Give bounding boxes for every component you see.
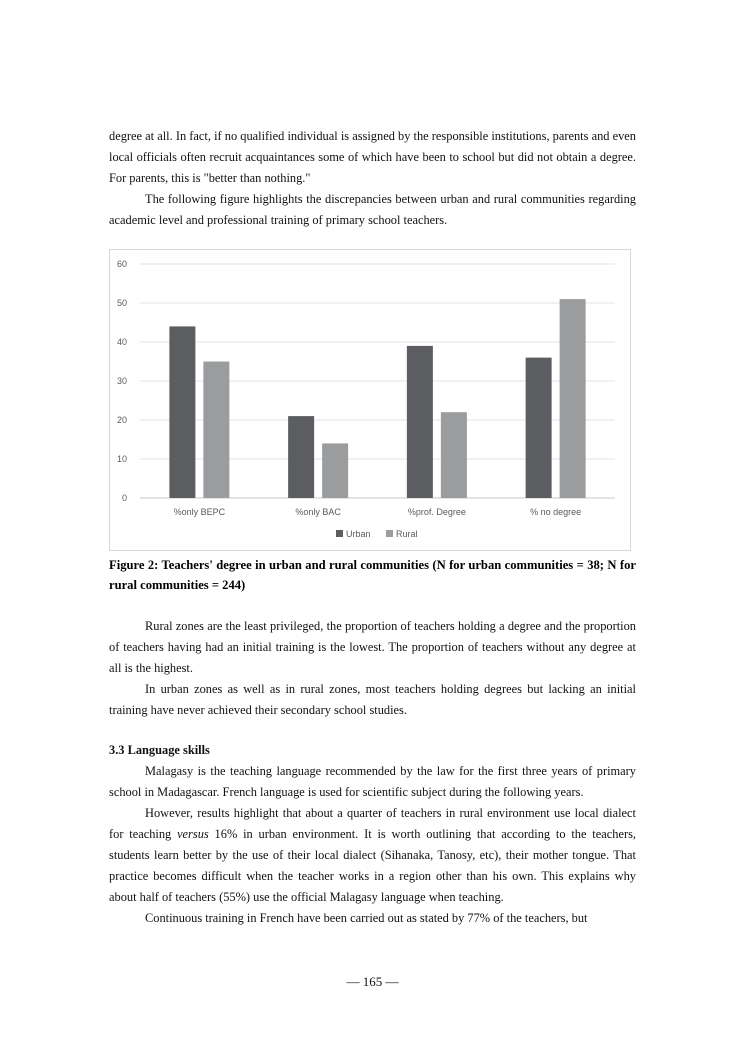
page-number: — 165 —	[346, 974, 399, 989]
x-tick-label: %only BEPC	[173, 507, 226, 517]
bar-urban	[526, 358, 552, 498]
legend-label: Urban	[346, 529, 371, 539]
y-tick-label: 10	[116, 454, 127, 464]
legend-label: Rural	[396, 529, 418, 539]
y-tick-label: 50	[116, 298, 127, 308]
y-tick-label: 30	[116, 376, 127, 386]
x-tick-label: %prof. Degree	[407, 507, 466, 517]
section-heading: 3.3 Language skills	[109, 743, 210, 757]
legend-swatch	[386, 530, 393, 537]
figure-bar-chart	[109, 249, 631, 551]
figure-caption: Figure 2: Teachers' degree in urban and rural communities (N for urban communities = 38; N for rural communities = 244)	[109, 558, 636, 592]
x-tick-label: %only BAC	[295, 507, 341, 517]
y-tick-label: 20	[116, 415, 127, 425]
legend-swatch	[336, 530, 343, 537]
spacer	[109, 721, 636, 740]
paragraph: Continuous training in French have been carried out as stated by 77% of the teachers, but	[145, 911, 588, 925]
paragraph: Malagasy is the teaching language recommended by the law for the first three years of primary school in Madagascar. French language is used for scientific subject during the following years.	[109, 764, 636, 799]
intro-text-block	[109, 126, 636, 231]
bar-urban	[407, 346, 433, 498]
paragraph: degree at all. In fact, if no qualified individual is assigned by the responsible institutions, parents and even local officials often recruit acquaintances some of which have been to school but did not obtain a degree. For parents, this is "better than nothing."	[109, 129, 636, 185]
bar-rural	[203, 362, 229, 499]
text-run: 16% in urban environment. It is worth outlining that according to the teachers, students learn better by the use of their local dialect (Sihanaka, Tanosy, etc), their mother tongue. That practice becomes difficult when the teacher works in a region other than his own. This explains why about half of teachers (55%) use the official Malagasy language when teaching.	[109, 827, 636, 904]
y-tick-label: 40	[116, 337, 127, 347]
bar-urban	[169, 326, 195, 498]
y-tick-label: 0	[121, 493, 127, 503]
x-tick-label: % no degree	[530, 507, 582, 517]
bar-urban	[288, 416, 314, 498]
paragraph	[109, 803, 636, 908]
bar-rural	[322, 443, 348, 498]
chart-svg	[110, 250, 630, 550]
paragraph: Rural zones are the least privileged, the proportion of teachers holding a degree and the proportion of teachers having had an initial training is the lowest. The proportion of teachers without any degree at all is the highest.	[109, 619, 636, 675]
bar-rural	[560, 299, 586, 498]
body-text-block	[109, 616, 636, 929]
y-tick-label: 60	[116, 259, 127, 269]
paragraph: The following figure highlights the discrepancies between urban and rural communities regarding academic level and professional training of primary school teachers.	[109, 192, 636, 227]
bar-rural	[441, 412, 467, 498]
text-run: However, results highlight that about a quarter of teachers in rural environment use local dialect for teaching	[109, 806, 636, 841]
emphasis-text: versus	[177, 827, 209, 841]
paragraph: In urban zones as well as in rural zones, most teachers holding degrees but lacking an initial training have never achieved their secondary school studies.	[109, 682, 636, 717]
